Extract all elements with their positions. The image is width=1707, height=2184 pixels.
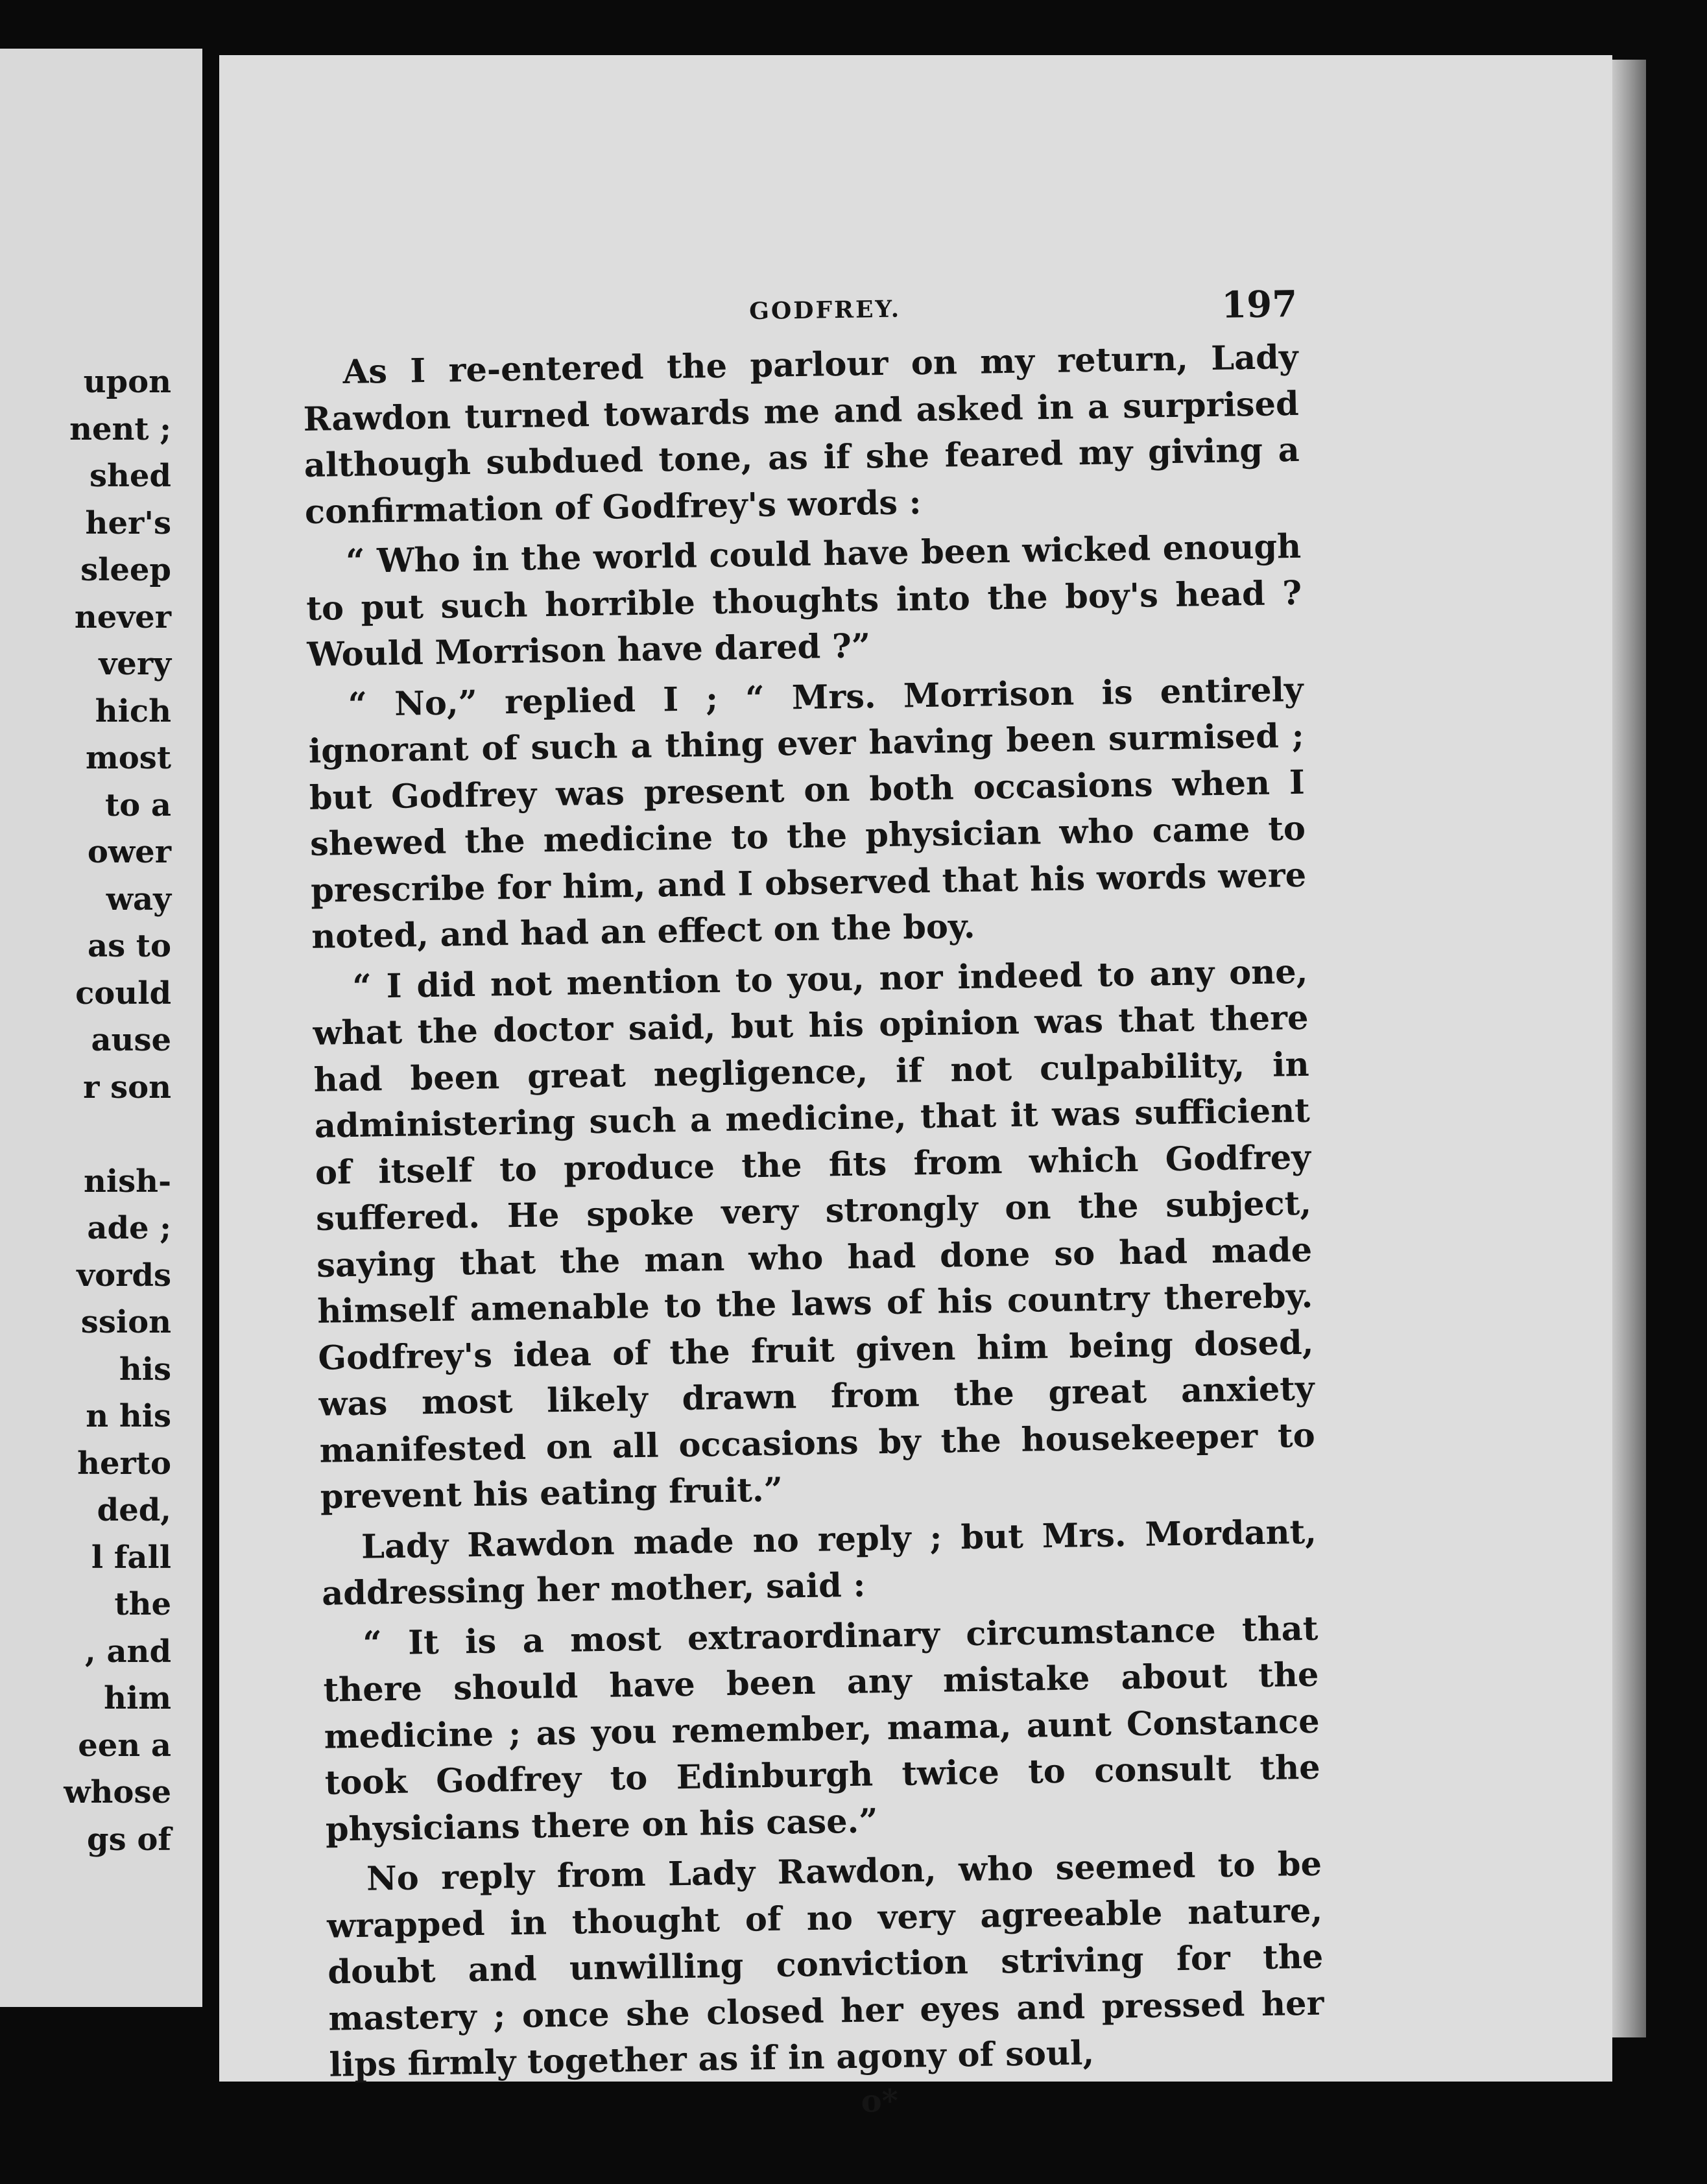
facing-page-line: upon	[83, 364, 171, 400]
facing-page	[0, 49, 202, 2007]
facing-page-line: sleep	[80, 552, 171, 588]
paragraph: Lady Rawdon made no reply ; but Mrs. Mordant, addressing her mother, said :	[321, 1512, 1317, 1613]
signature-mark: o*	[861, 2082, 899, 2120]
facing-page-line: een a	[78, 1727, 171, 1764]
facing-page-line: ause	[91, 1022, 171, 1058]
facing-page-line: as to	[87, 928, 171, 964]
facing-page-line	[0, 1111, 171, 1158]
paragraph: “ Who in the world could have been wicked enough to put such horrible thoughts into the boy's head ? Would Morrison have dared ?”	[305, 527, 1302, 674]
facing-page-line: hich	[95, 693, 171, 730]
facing-page-text	[0, 359, 171, 1863]
paragraph: No reply from Lady Rawdon, who seemed to be wrapped in thought of no very agreeable nature, doubt and unwilling conviction striving for the mastery ; once she closed her eyes and pressed her lips firmly together as if in agony of soul,	[326, 1844, 1324, 2085]
facing-page-line: , and	[85, 1633, 171, 1670]
facing-page-line: most	[86, 740, 171, 776]
page-number: 197	[1221, 282, 1298, 327]
page-edge	[1612, 60, 1646, 2037]
facing-page-line: him	[104, 1680, 171, 1716]
facing-page-line: herto	[77, 1445, 171, 1482]
facing-page-line: to a	[105, 787, 171, 824]
facing-page-line: the	[114, 1586, 171, 1622]
facing-page-line: vords	[77, 1257, 171, 1294]
facing-page-line: ower	[87, 834, 171, 870]
facing-page-line: n his	[86, 1398, 171, 1434]
facing-page-line: nish-	[84, 1163, 171, 1200]
page-text-block	[302, 282, 1326, 2128]
book-gutter	[202, 49, 219, 2007]
facing-page-line: nent ;	[69, 410, 171, 447]
facing-page-line: ssion	[80, 1304, 171, 1340]
facing-page-line: could	[75, 975, 171, 1012]
facing-page-line: r son	[83, 1069, 171, 1106]
facing-page-line: whose	[64, 1774, 171, 1810]
paragraph: “ I did not mention to you, nor indeed to any one, what the doctor said, but his opinion was that there had been great negligence, if not culpability, in administering such a medicine, that it was sufficient of itself to produce the fits from which Godfrey suffered. He spoke very strongly on the subject, saying that the man who had done so had made himself amenable to the laws of his country thereby. Godfrey's idea of the fruit given him being dosed, was most likely drawn from the great anxiety manifested on all occasions by the housekeeper to prevent his eating fruit.”	[313, 952, 1316, 1517]
facing-page-line: way	[106, 881, 171, 918]
paragraph: “ It is a most extraordinary circumstance that there should have been any mistake about the medicine ; as you remember, mama, aunt Constance took Godfrey to Edinburgh twice to consult the physicians there on his case.”	[323, 1609, 1321, 1849]
running-title: GODFREY.	[748, 295, 901, 326]
facing-page-line: ade ;	[87, 1210, 171, 1246]
facing-page-line: very	[99, 646, 171, 682]
facing-page-line: his	[119, 1351, 171, 1388]
facing-page-line: ded,	[97, 1492, 171, 1528]
facing-page-line: her's	[85, 504, 171, 541]
paragraph: “ No,” replied I ; “ Mrs. Morrison is entirely ignorant of such a thing ever having been surmised ; but Godfrey was present on both occasions when I shewed the medicine to the physician who came to prescribe for him, and I observed that his words were noted, and had an effect on the boy.	[308, 670, 1307, 956]
paragraph: As I re-entered the parlour on my return, Lady Rawdon turned towards me and asked in a surprised although subdued tone, as if she feared my giving a confirmation of Godfrey's words :	[303, 337, 1300, 532]
facing-page-line: l fall	[91, 1539, 171, 1576]
facing-page-line: shed	[89, 458, 171, 494]
facing-page-line: gs of	[87, 1821, 171, 1858]
facing-page-line: never	[74, 599, 171, 635]
